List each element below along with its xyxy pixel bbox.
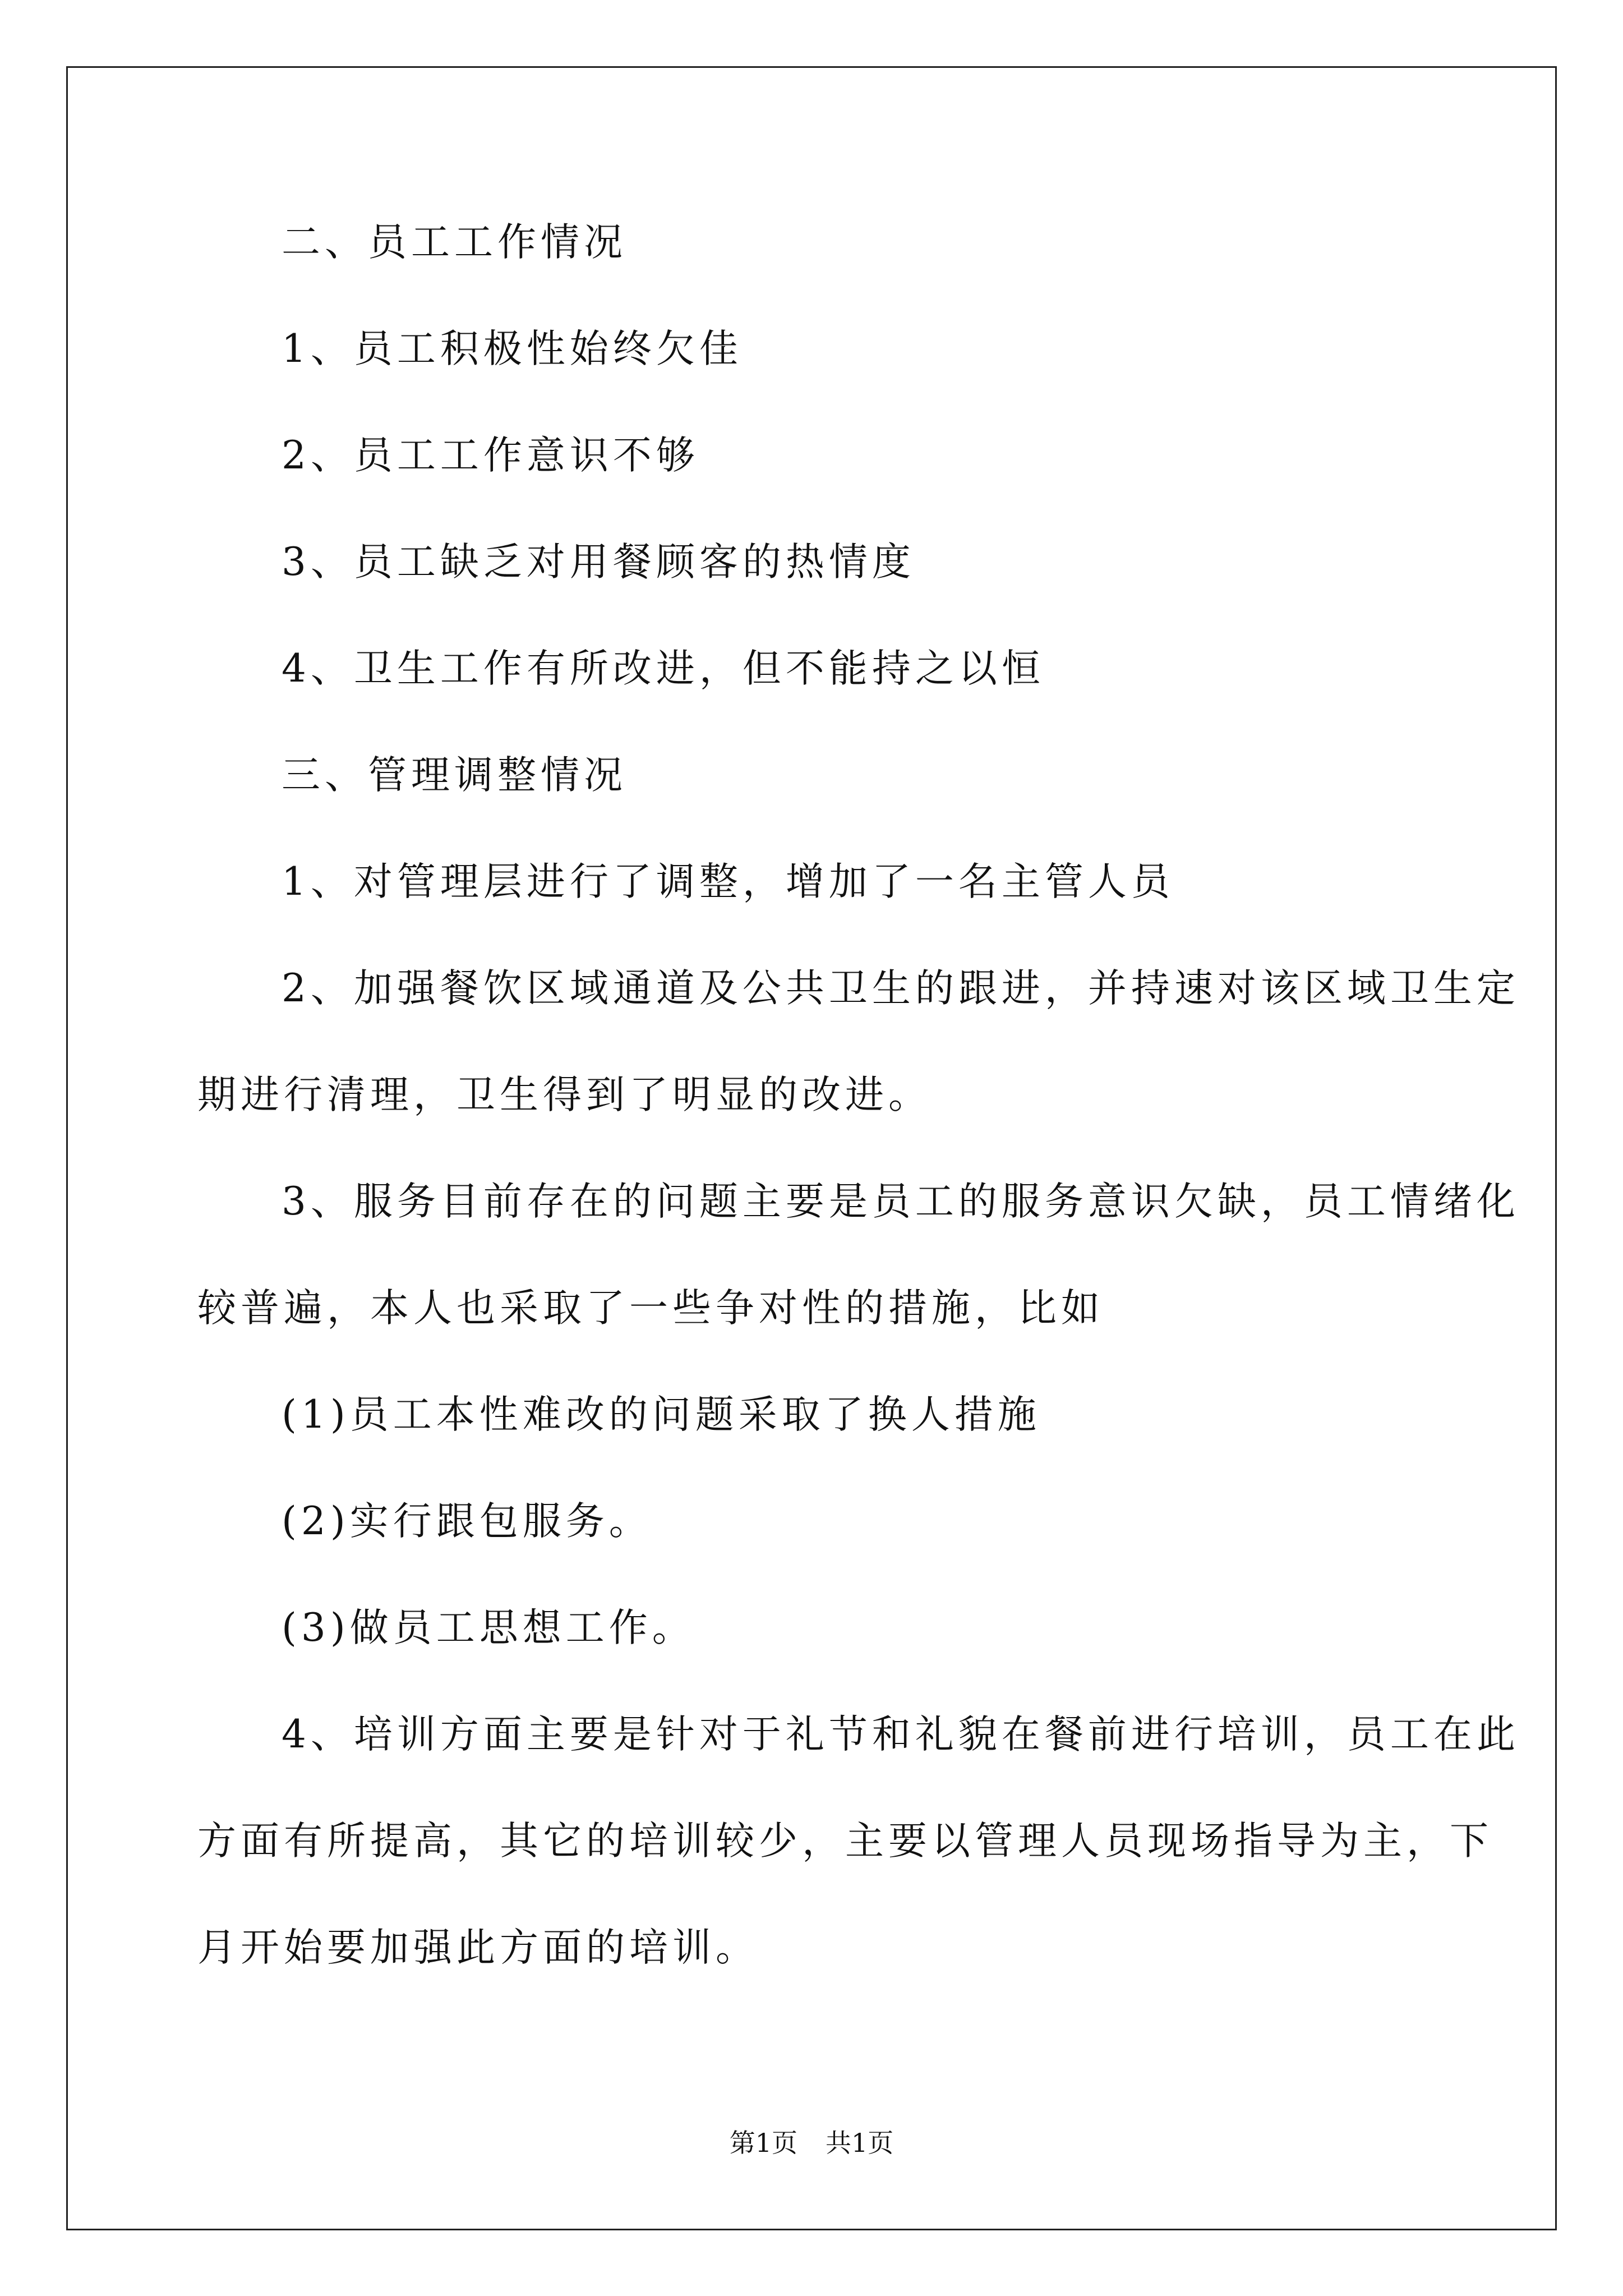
list-item: 4、卫生工作有所改进，但不能持之以恒 [282,646,1045,691]
paragraph-line: 3、服务目前存在的问题主要是员工的服务意识欠缺，员工情绪化 [282,1179,1520,1224]
page-footer [0,2126,1623,2160]
heading-section-2: 二、员工工作情况 [282,220,627,265]
list-item: 3、员工缺乏对用餐顾客的热情度 [282,540,915,585]
paragraph-line: 方面有所提高，其它的培训较少，主要以管理人员现场指导为主，下 [197,1819,1493,1864]
paragraph-2 [197,962,1520,1122]
paragraph-line: 2、加强餐饮区域通道及公共卫生的跟进，并持速对该区域卫生定 [282,966,1520,1011]
sub-item: (3)做员工思想工作。 [282,1605,695,1650]
list-item: 1、对管理层进行了调整，增加了一名主管人员 [282,859,1174,904]
paragraph-line: 4、培训方面主要是针对于礼节和礼貌在餐前进行培训，员工在此 [282,1712,1520,1757]
page-number: 第1页 [729,2128,797,2158]
paragraph-4 [197,1708,1520,1975]
sub-item: (2)实行跟包服务。 [282,1499,652,1544]
sub-item: (1)员工本性难改的问题采取了换人措施 [282,1392,1041,1437]
heading-section-3: 三、管理调整情况 [282,753,627,798]
list-item: 2、员工工作意识不够 [282,433,699,478]
paragraph-3 [197,1175,1520,1335]
paragraph-line: 期进行清理，卫生得到了明显的改进。 [197,1073,932,1117]
document-body [197,216,1520,2028]
paragraph-line: 较普遍，本人也采取了一些争对性的措施，比如 [197,1286,1104,1331]
page-total: 共1页 [826,2128,894,2158]
list-item: 1、员工积极性始终欠佳 [282,326,743,371]
paragraph-line: 月开始要加强此方面的培训。 [197,1925,759,1970]
